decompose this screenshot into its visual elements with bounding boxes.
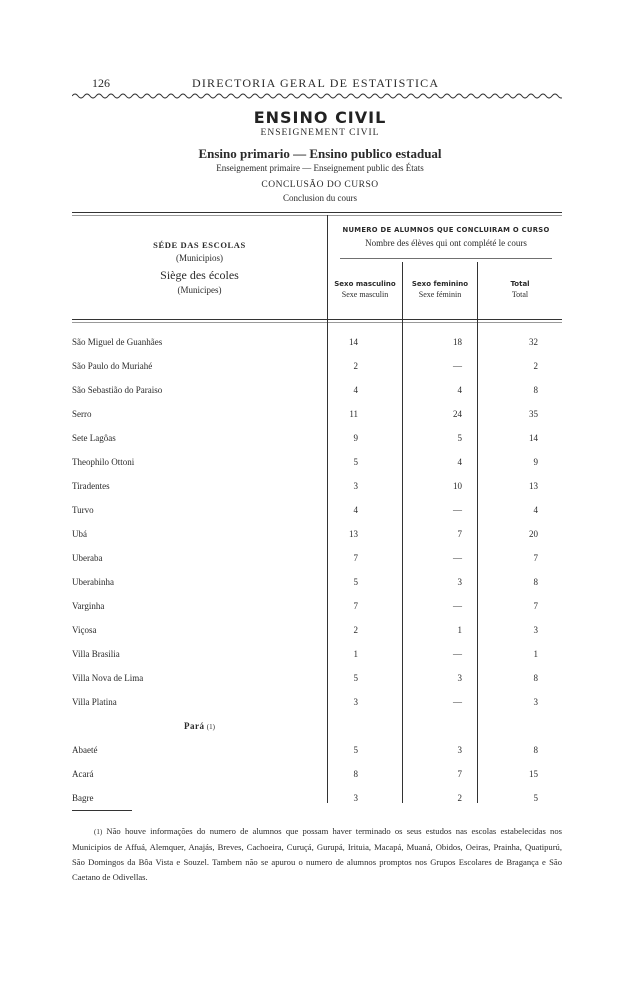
table-row [0, 601, 640, 615]
row-name: Ubá [72, 529, 87, 539]
table-row [0, 745, 640, 759]
running-title: DIRECTORIA GERAL DE ESTATISTICA [192, 76, 440, 90]
row-fem: 24 [453, 409, 462, 419]
row-name: São Sebastião do Paraiso [72, 385, 163, 395]
row-name: Sete Lagôas [72, 433, 116, 443]
row-total: 35 [529, 409, 538, 419]
row-fem: — [453, 601, 462, 611]
section-title-french: Conclusion du cours [283, 193, 357, 203]
footnote-reference: (1) [206, 723, 215, 731]
header-col-feminino-fr: Sexe féminin [418, 290, 462, 299]
wavy-rule [72, 92, 562, 100]
row-fem: — [453, 505, 462, 515]
row-masc: 4 [353, 505, 358, 515]
row-masc: 5 [353, 745, 358, 755]
row-fem: 3 [457, 577, 462, 587]
header-col-feminino [403, 280, 477, 299]
header-col-masculino-pt: Sexo masculino [334, 280, 396, 288]
table-row [0, 769, 640, 783]
row-fem: 3 [457, 673, 462, 683]
row-masc: 4 [353, 385, 358, 395]
row-total: 13 [529, 481, 538, 491]
header-bottom-rule [72, 319, 562, 320]
row-name: Villa Nova de Lima [72, 673, 144, 683]
row-name: Villa Brasilia [72, 649, 120, 659]
table-row [0, 385, 640, 399]
row-total: 32 [529, 337, 538, 347]
row-fem: 18 [453, 337, 462, 347]
row-masc: 5 [353, 577, 358, 587]
row-total: 8 [533, 577, 538, 587]
row-fem: 3 [457, 745, 462, 755]
row-name: Acará [72, 769, 94, 779]
row-total: 14 [529, 433, 538, 443]
row-total: 20 [529, 529, 538, 539]
row-name: Serro [72, 409, 92, 419]
row-total: 4 [533, 505, 538, 515]
table-row [0, 505, 640, 519]
row-masc: 2 [353, 625, 358, 635]
row-fem: 4 [457, 457, 462, 467]
subtitle-french: Enseignement primaire — Enseignement public des États [216, 163, 424, 173]
header-group-fr: Nombre des élèves qui ont complété le cours [365, 238, 527, 248]
row-masc: 14 [349, 337, 358, 347]
table-row [0, 529, 640, 543]
header-sede-pt-sub: (Municipios) [176, 253, 223, 263]
footnote [72, 824, 562, 885]
row-total: 8 [533, 673, 538, 683]
row-total: 7 [533, 553, 538, 563]
page-number: 126 [92, 76, 110, 90]
header-sede-fr: Siège des écoles [160, 268, 239, 282]
row-masc: 11 [349, 409, 358, 419]
header-sede [72, 240, 327, 295]
table-row [0, 457, 640, 471]
running-header [72, 76, 562, 92]
row-name: São Miguel de Guanhães [72, 337, 163, 347]
row-name: Varginha [72, 601, 105, 611]
table-row [0, 673, 640, 687]
row-total: 7 [533, 601, 538, 611]
row-masc: 1 [353, 649, 358, 659]
row-fem: — [453, 649, 462, 659]
row-total: 8 [533, 385, 538, 395]
row-masc: 7 [353, 601, 358, 611]
table-row [0, 361, 640, 375]
header-sede-fr-sub: (Municipes) [177, 285, 222, 295]
row-fem: — [453, 553, 462, 563]
row-total: 1 [533, 649, 538, 659]
row-name: Villa Platina [72, 697, 117, 707]
table-row [0, 337, 640, 351]
row-fem: 5 [457, 433, 462, 443]
row-fem: 7 [457, 529, 462, 539]
row-masc: 9 [353, 433, 358, 443]
table-row [0, 697, 640, 711]
row-name: São Paulo do Muriahé [72, 361, 153, 371]
row-name: Abaeté [72, 745, 98, 755]
table-row [0, 625, 640, 639]
row-masc: 7 [353, 553, 358, 563]
row-masc: 5 [353, 457, 358, 467]
row-masc: 5 [353, 673, 358, 683]
table-top-rule-thin [72, 215, 562, 216]
table-row [0, 553, 640, 567]
state-heading [72, 721, 327, 731]
footnote-mark: (1) [94, 828, 103, 836]
row-total: 3 [533, 697, 538, 707]
row-masc: 2 [353, 361, 358, 371]
row-name: Uberabinha [72, 577, 114, 587]
header-col-total-pt: Total [510, 280, 530, 288]
row-fem: 1 [457, 625, 462, 635]
row-fem: 4 [457, 385, 462, 395]
header-sede-pt: SÉDE DAS ESCOLAS [153, 240, 246, 250]
page-title-french: ENSEIGNEMENT CIVIL [260, 128, 380, 138]
row-total: 15 [529, 769, 538, 779]
row-fem: 10 [453, 481, 462, 491]
row-name: Theophilo Ottoni [72, 457, 135, 467]
table-top-rule [72, 212, 562, 213]
header-col-total-fr: Total [511, 290, 529, 299]
row-name: Turvo [72, 505, 94, 515]
header-col-feminino-pt: Sexo feminino [411, 280, 469, 288]
table-row [0, 433, 640, 447]
row-name: Uberaba [72, 553, 103, 563]
header-group [330, 226, 562, 248]
row-total: 2 [533, 361, 538, 371]
subtitle: Ensino primario — Ensino publico estadual [198, 146, 442, 161]
row-total: 3 [533, 625, 538, 635]
row-fem: — [453, 697, 462, 707]
table-row [0, 649, 640, 663]
row-fem: 7 [457, 769, 462, 779]
row-masc: 3 [353, 481, 358, 491]
row-masc: 3 [353, 793, 358, 803]
header-bottom-rule-thin [72, 322, 562, 323]
row-name: Tiradentes [72, 481, 110, 491]
row-masc: 13 [349, 529, 358, 539]
group-header-rule [340, 258, 552, 259]
table-row [0, 577, 640, 591]
row-masc: 8 [353, 769, 358, 779]
page-title: ENSINO CIVIL [253, 108, 387, 127]
footnote-rule [72, 810, 132, 811]
header-group-pt: NUMERO DE ALUMNOS QUE CONCLUIRAM O CURSO [342, 226, 550, 234]
row-name: Bagre [72, 793, 94, 803]
row-fem: — [453, 361, 462, 371]
row-fem: 2 [457, 793, 462, 803]
table-row [0, 793, 640, 807]
header-col-masculino [328, 280, 402, 299]
table-row [0, 481, 640, 495]
row-name: Viçosa [72, 625, 97, 635]
state-name: Pará [184, 721, 205, 731]
row-total: 8 [533, 745, 538, 755]
row-masc: 3 [353, 697, 358, 707]
row-total: 9 [533, 457, 538, 467]
row-total: 5 [533, 793, 538, 803]
header-col-total [478, 280, 562, 299]
footnote-text: Não houve informações do numero de alumnos que possam haver terminado os seus estudos nas escolas estabelecidas nos Municipios de Affuá, Alemquer, Anajás, Breves, Cachoeira, Curuçá, Gurupá, Irituia, Macapá, Muaná, Obidos, Oeiras, Prainha, Quatipurú, São Domingos da Bôa Vista e Souzel. Tambem não se apurou o numero de alumnos promptos nos Grupos Escolares de Bragança e São Caetano de Odivellas. [72, 826, 562, 882]
section-title: CONCLUSÃO DO CURSO [261, 180, 379, 190]
header-col-masculino-fr: Sexe masculin [341, 290, 389, 299]
table-row [0, 409, 640, 423]
